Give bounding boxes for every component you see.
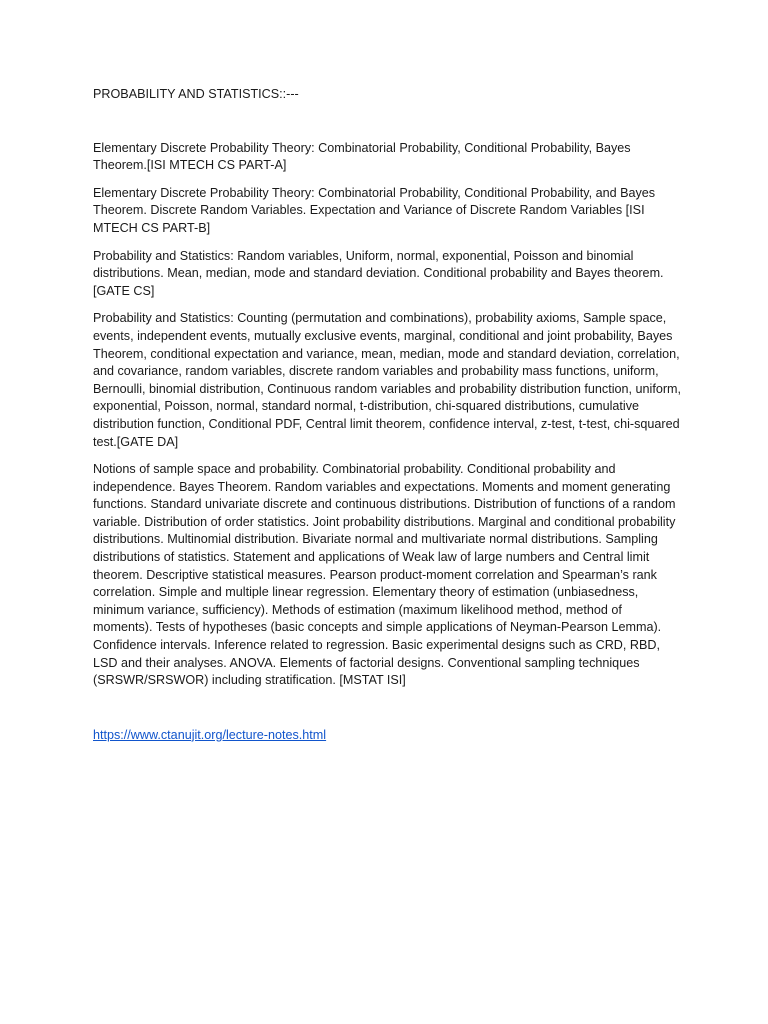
syllabus-paragraph-gate-cs: Probability and Statistics: Random variables, Uniform, normal, exponential, Poisson and binomial distributions. Mean, median, mode and standard deviation. Conditional probability and Bayes theorem.[GATE CS] <box>93 248 664 298</box>
lecture-notes-link[interactable]: https://www.ctanujit.org/lecture-notes.html <box>93 727 327 742</box>
syllabus-paragraph-isi-mtech-part-a: Elementary Discrete Probability Theory: Combinatorial Probability, Conditional Probability, Bayes Theorem.[ISI MTECH CS PART-A] <box>93 140 631 173</box>
link-container <box>93 727 683 745</box>
document-body <box>93 86 683 744</box>
syllabus-paragraph-isi-mtech-part-b: Elementary Discrete Probability Theory: Combinatorial Probability, Conditional Probability, and Bayes Theorem. Discrete Random Variables. Expectation and Variance of Discrete Random Variables [ISI MTECH CS PART-B] <box>93 185 656 235</box>
syllabus-paragraph-gate-da: Probability and Statistics: Counting (permutation and combinations), probability axioms, Sample space, events, independent events, mutually exclusive events, marginal, conditional and joint probability, Bayes Theorem, conditional expectation and variance, mean, median, mode and standard deviation, correlation, and covariance, random variables, discrete random variables and probability mass functions, uniform, Bernoulli, binomial distribution, Continuous random variables and probability distribution function, uniform, exponential, Poisson, normal, standard normal, t-distribution, chi-squared distributions, cumulative distribution function, Conditional PDF, Central limit theorem, confidence interval, z-test, t-test, chi-squared test.[GATE DA] <box>93 311 682 449</box>
document-heading: PROBABILITY AND STATISTICS::--- <box>93 87 299 101</box>
syllabus-paragraph-mstat-isi: Notions of sample space and probability. Combinatorial probability. Conditional probability and independence. Bayes Theorem. Random variables and expectations. Moments and moment generating functions. Standard univariate discrete and continuous distributions. Distribution of functions of a random variable. Distribution of order statistics. Joint probability distributions. Marginal and conditional probability distributions. Multinomial distribution. Bivariate normal and multivariate normal distributions. Sampling distributions of statistics. Statement and applications of Weak law of large numbers and Central limit theorem. Descriptive statistical measures. Pearson product-moment correlation and Spearman’s rank correlation. Simple and multiple linear regression. Elementary theory of estimation (unbiasedness, minimum variance, sufficiency). Methods of estimation (maximum likelihood method, method of moments). Tests of hypotheses (basic concepts and simple applications of Neyman-Pearson Lemma). Confidence intervals. Inference related to regression. Basic experimental designs such as CRD, RBD, LSD and their analyses. ANOVA. Elements of factorial designs. Conventional sampling techniques (SRSWR/SRSWOR) including stratification. [MSTAT ISI] <box>93 462 676 688</box>
